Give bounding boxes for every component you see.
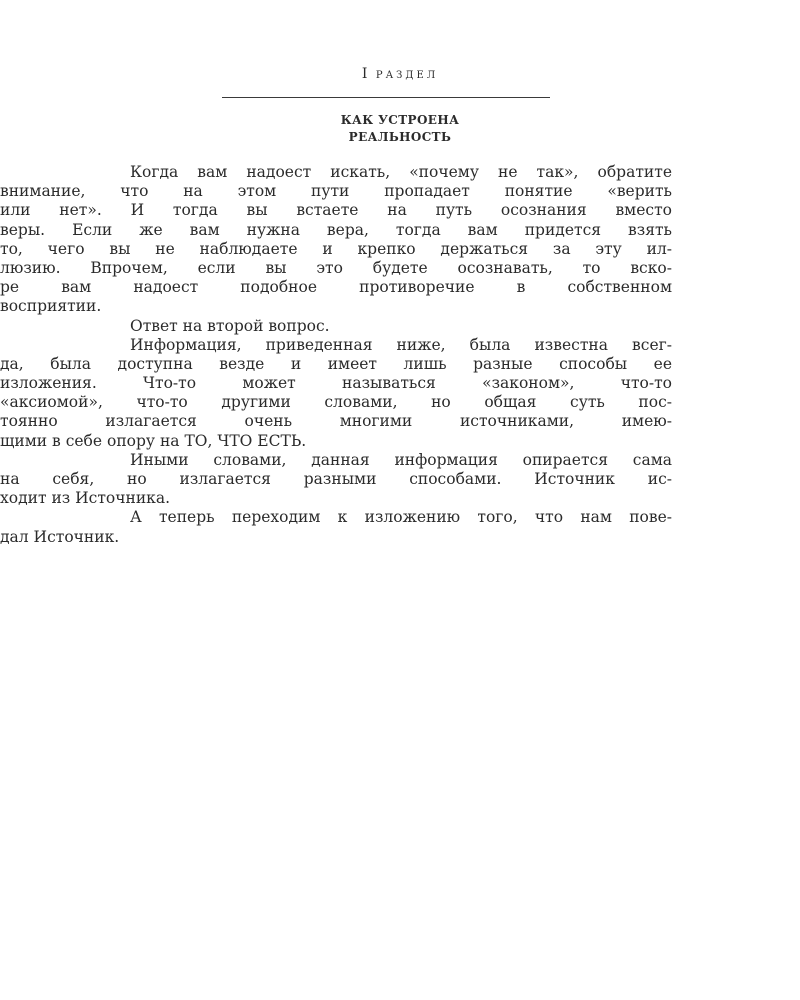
chapter-heading-line-2: РЕАЛЬНОСТЬ xyxy=(348,130,452,144)
text-line: или нет». И тогда вы встаете на путь осознания вместо xyxy=(0,201,672,220)
body-text xyxy=(0,163,672,547)
section-word: РАЗДЕЛ xyxy=(375,70,439,81)
text-line: ре вам надоест подобное противоречие в собственном xyxy=(0,278,672,297)
text-line: изложения. Что-то может называться «законом», что-то xyxy=(0,374,672,393)
chapter-heading xyxy=(0,112,800,146)
text-line: Ответ на второй вопрос. xyxy=(130,316,330,335)
running-head xyxy=(0,66,800,82)
text-line: Иными словами, данная информация опирается сама xyxy=(130,450,672,469)
text-line: люзию. Впрочем, если вы это будете осознавать, то вско- xyxy=(0,258,672,277)
text-line: А теперь переходим к изложению того, что нам пове- xyxy=(130,508,672,527)
text-line: на себя, но излагается разными способами. Источник ис- xyxy=(0,470,672,488)
text-line: тоянно излагается очень многими источниками, имею- xyxy=(0,412,672,431)
text-line: щими в себе опору на ТО, ЧТО ЕСТЬ. xyxy=(0,431,307,450)
text-line: дал Источник. xyxy=(0,527,120,546)
text-line: восприятии. xyxy=(0,297,102,316)
text-line: то, чего вы не наблюдаете и крепко держаться за эту ил- xyxy=(0,239,672,258)
text-line: да, была доступна везде и имеет лишь разные способы ее xyxy=(0,354,672,373)
text-line: Когда вам надоест искать, «почему не так», обратите xyxy=(130,163,672,181)
text-line: «аксиомой», что-то другими словами, но общая суть пос- xyxy=(0,393,672,412)
text-line: внимание, что на этом пути пропадает понятие «верить xyxy=(0,182,672,201)
text-line: ходит из Источника. xyxy=(0,489,171,508)
chapter-heading-line-1: КАК УСТРОЕНА xyxy=(340,113,460,127)
text-line: Информация, приведенная ниже, была известна всег- xyxy=(130,335,672,354)
text-line: веры. Если же вам нужна вера, тогда вам придется взять xyxy=(0,220,672,239)
header-rule xyxy=(222,97,550,98)
section-number: I xyxy=(361,66,368,82)
